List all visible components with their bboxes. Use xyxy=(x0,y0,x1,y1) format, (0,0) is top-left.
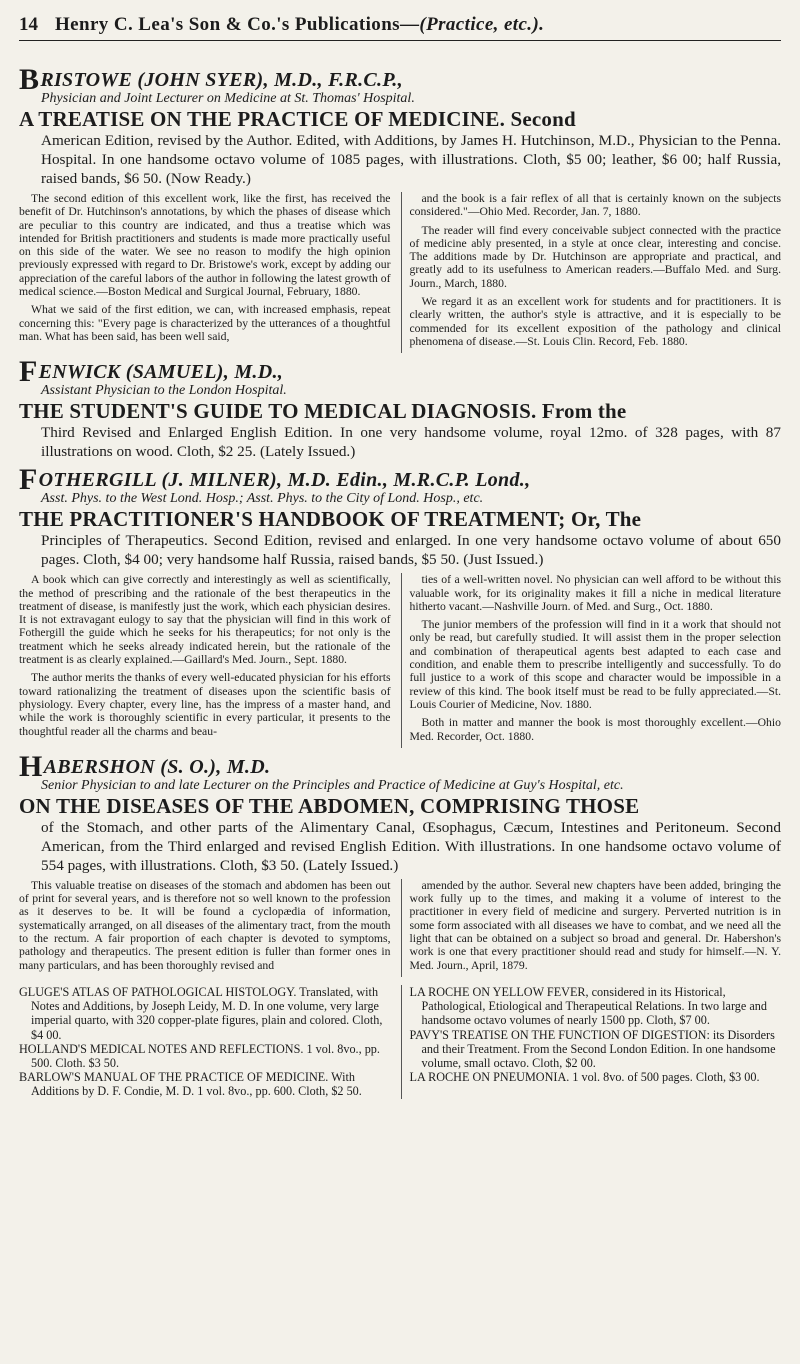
review-paragraph: This valuable treatise on diseases of the stomach and abdomen has been out of print for several years, and is therefore not so well known to the profession as it deserves to be. It will be found a cyclopædia of information, systematically arranged, on all diseases of the alimentary tract, from the mouth to the rectum. A fair proportion of each chapter is devoted to symptoms, pathology and therapeutics. The present edition is fuller than former ones in many particulars, and has been thoroughly revised and xyxy=(19,878,391,972)
short-listing: GLUGE'S ATLAS OF PATHOLOGICAL HISTOLOGY. Translated, with Notes and Additions, by Joseph Leidy, M. D. In one volume, very large imperial quarto, with 320 copper-plate figures, plain and colored. Cloth, $4 00. xyxy=(19,984,383,1042)
review-columns xyxy=(19,573,781,748)
author-initial: B xyxy=(19,63,40,96)
short-listings-left xyxy=(19,985,391,1099)
review-paragraph: The reader will find every conceivable subject connected with the practice of medicine ably presented, in a style at once clear, interesting and concise. The additions made by Dr. Hutchinson are appropriate and practical, and greatly add to its usefulness to American readers.—Buffalo Med. and Surg. Journ., March, 1880. xyxy=(409,223,781,290)
author-heading xyxy=(19,63,781,96)
author-role: Asst. Phys. to the West Lond. Hosp.; Asst. Phys. to the City of Lond. Hosp., etc. xyxy=(41,491,484,507)
short-listing: PAVY'S TREATISE ON THE FUNCTION OF DIGESTION: its Disorders and their Treatment. From the Second London Edition. In one handsome volume, small octavo. Cloth, $2 00. xyxy=(409,1027,776,1070)
running-header xyxy=(19,14,781,41)
author-initial: F xyxy=(19,463,38,497)
book-entry xyxy=(19,63,781,353)
review-paragraph: The author merits the thanks of every well-educated physician for his efforts toward rationalizing the treatment of diseases upon the scientific basis of physiology. Every chapter, every line, has the impress of a master hand, and while the work is thoroughly scientific in every particular, it presents to the thoughtful reader all the charms and beau- xyxy=(19,671,391,738)
review-paragraph: We regard it as an excellent work for students and for practitioners. It is clearly written, the author's style is attractive, and it is especially to be commended for its excellent exposition of the pathology and clinical phenomena of disease.—St. Louis Clin. Record, Feb. 1880. xyxy=(409,295,781,348)
review-paragraph: and the book is a fair reflex of all that is certainly known on the subjects considered."—Ohio Med. Recorder, Jan. 7, 1880. xyxy=(409,192,781,219)
author-name: ENWICK (SAMUEL), M.D., xyxy=(38,361,284,384)
review-paragraph: A book which can give correctly and interestingly as well as scientifically, the method of prescribing and the rationale of the best therapeutics in the treatment of disease, is manifestly just the work, which each physician desires. It is not extravagant eulogy to say that the physician will find in this work of Fothergill the guide which he seeks for his therapeutics; for not only is the treatment which he seeks already indicated herein, but the rationale of the treatment is as clearly explained.—Gaillard's Med. Journ., Sept. 1880. xyxy=(19,573,391,667)
review-column-right xyxy=(401,192,782,353)
author-heading xyxy=(19,355,781,389)
author-heading xyxy=(19,463,781,497)
short-listing: BARLOW'S MANUAL OF THE PRACTICE OF MEDICINE. With Additions by D. F. Condie, M. D. 1 vol. 8vo., pp. 600. Cloth, $2 50. xyxy=(19,1070,362,1099)
entries xyxy=(19,63,781,977)
book-title: THE STUDENT'S GUIDE TO MEDICAL DIAGNOSIS. From the xyxy=(19,399,627,424)
review-paragraph: The junior members of the profession will find in it a work that should not only be read, but carefully studied. It will assist them in the proper selection and combination of therapeutical agents best adapted to each case and condition, and enable them to prescribe intelligently and successfully. To do full justice to a work of this scope and character would be impossible in a review of this kind. The book itself must be read to be fully appreciated.—St. Louis Courier of Medicine, Nov. 1880. xyxy=(409,618,781,711)
book-title: THE PRACTITIONER'S HANDBOOK OF TREATMENT; Or, The xyxy=(19,507,642,532)
header-publisher: Henry C. Lea's Son & Co.'s Publications— xyxy=(55,14,420,35)
book-entry xyxy=(19,463,781,748)
short-listings xyxy=(19,985,781,1099)
author-initial: F xyxy=(19,355,38,389)
review-columns xyxy=(19,879,781,977)
author-role: Physician and Joint Lecturer on Medicine at St. Thomas' Hospital. xyxy=(41,91,415,106)
book-description: Principles of Therapeutics. Second Edition, revised and enlarged. In one very handsome octavo volume of about 650 pages. Cloth, $4 00; very handsome half Russia, raised bands, $5 50. (Just Issued.) xyxy=(41,532,781,569)
review-column-right xyxy=(401,573,782,748)
author-name: OTHERGILL (J. MILNER), M.D. Edin., M.R.C.P. Lond., xyxy=(38,469,531,492)
review-paragraph: The second edition of this excellent work, like the first, has received the benefit of Dr. Hutchinson's annotations, by which the phases of disease which are peculiar to this country are indicated, and thus a treatise which was intended for British practitioners and students is made more practically useful on this side of the water. We see no reason to modify the high opinion previously expressed with regard to Dr. Bristowe's work, except by adding our appreciation of the careful labors of the author in following the latest growth of medical science.—Boston Medical and Surgical Journal, February, 1880. xyxy=(19,192,391,299)
review-column-left xyxy=(19,573,391,748)
short-listings-right xyxy=(401,985,782,1099)
book-entry xyxy=(19,355,781,461)
author-name: ABERSHON (S. O.), M.D. xyxy=(43,755,271,778)
short-listing: LA ROCHE ON PNEUMONIA. 1 vol. 8vo. of 500 pages. Cloth, $3 00. xyxy=(409,1070,760,1085)
author-name: RISTOWE (JOHN SYER), M.D., F.R.C.P., xyxy=(40,69,403,91)
catalog-page xyxy=(19,0,781,1099)
header-section: (Practice, etc.). xyxy=(419,14,545,35)
review-paragraph: ties of a well-written novel. No physician can well afford to be without this valuable work, for its originality makes it fill a niche in medical literature hitherto vacant.—Nashville Journ. of Med. and Surg., Oct. 1880. xyxy=(409,573,781,613)
short-listing: LA ROCHE ON YELLOW FEVER, considered in its Historical, Pathological, Etiological and Therapeutical Relations. In two large and handsome octavo volumes of nearly 1500 pp. Cloth, $7 00. xyxy=(409,984,767,1028)
review-column-left xyxy=(19,192,391,353)
short-listing: HOLLAND'S MEDICAL NOTES AND REFLECTIONS. 1 vol. 8vo., pp. 500. Cloth. $3 50. xyxy=(19,1041,380,1070)
book-description: of the Stomach, and other parts of the Alimentary Canal, Œsophagus, Cæcum, Intestines and Peritoneum. Second American, from the Third enlarged and revised English Edition. With illustrations. In one handsome octavo volume of 554 pages, with illustrations. Cloth, $3 50. (Lately Issued.) xyxy=(41,818,781,874)
review-columns xyxy=(19,192,781,353)
review-paragraph: What we said of the first edition, we can, with increased emphasis, repeat concerning this: "Every page is characterized by the utterances of a thoughtful man. What has been said, has been well said, xyxy=(19,303,391,343)
book-title: ON THE DISEASES OF THE ABDOMEN, COMPRISING THOSE xyxy=(19,793,640,818)
author-role: Assistant Physician to the London Hospital. xyxy=(41,383,287,399)
review-column-right xyxy=(401,879,782,977)
author-role: Senior Physician to and late Lecturer on the Principles and Practice of Medicine at Guy's Hospital, etc. xyxy=(41,777,624,793)
book-description: American Edition, revised by the Author. Edited, with Additions, by James H. Hutchinson, M.D., Physician to the Penna. Hospital. In one handsome octavo volume of 1085 pages, with illustrations. Cloth, $5 00; leather, $6 00; half Russia, raised bands, $6 50. (Now Ready.) xyxy=(41,132,781,187)
author-heading xyxy=(19,749,781,783)
book-description: Third Revised and Enlarged English Edition. In one very handsome volume, royal 12mo. of 328 pages, with 87 illustrations on wood. Cloth, $2 25. (Lately Issued.) xyxy=(41,424,781,461)
book-title: A TREATISE ON THE PRACTICE OF MEDICINE. Second xyxy=(19,107,576,131)
review-paragraph: amended by the author. Several new chapters have been added, bringing the work fully up to the times, and making it a volume of interest to the practitioner in every field of medicine and surgery. Perverted nutrition is in some form associated with all diseases we have to combat, and we need all the light that can be obtained on a subject so broad and general. Dr. Habershon's work is one that every practitioner should read and study for himself.—N. Y. Med. Journ., April, 1879. xyxy=(409,878,781,972)
header-title xyxy=(55,14,544,36)
book-entry xyxy=(19,749,781,977)
review-paragraph: Both in matter and manner the book is most thoroughly excellent.—Ohio Med. Recorder, Oct. 1880. xyxy=(409,716,781,743)
review-column-left xyxy=(19,879,391,977)
page-number: 14 xyxy=(19,14,38,35)
author-initial: H xyxy=(19,749,43,783)
